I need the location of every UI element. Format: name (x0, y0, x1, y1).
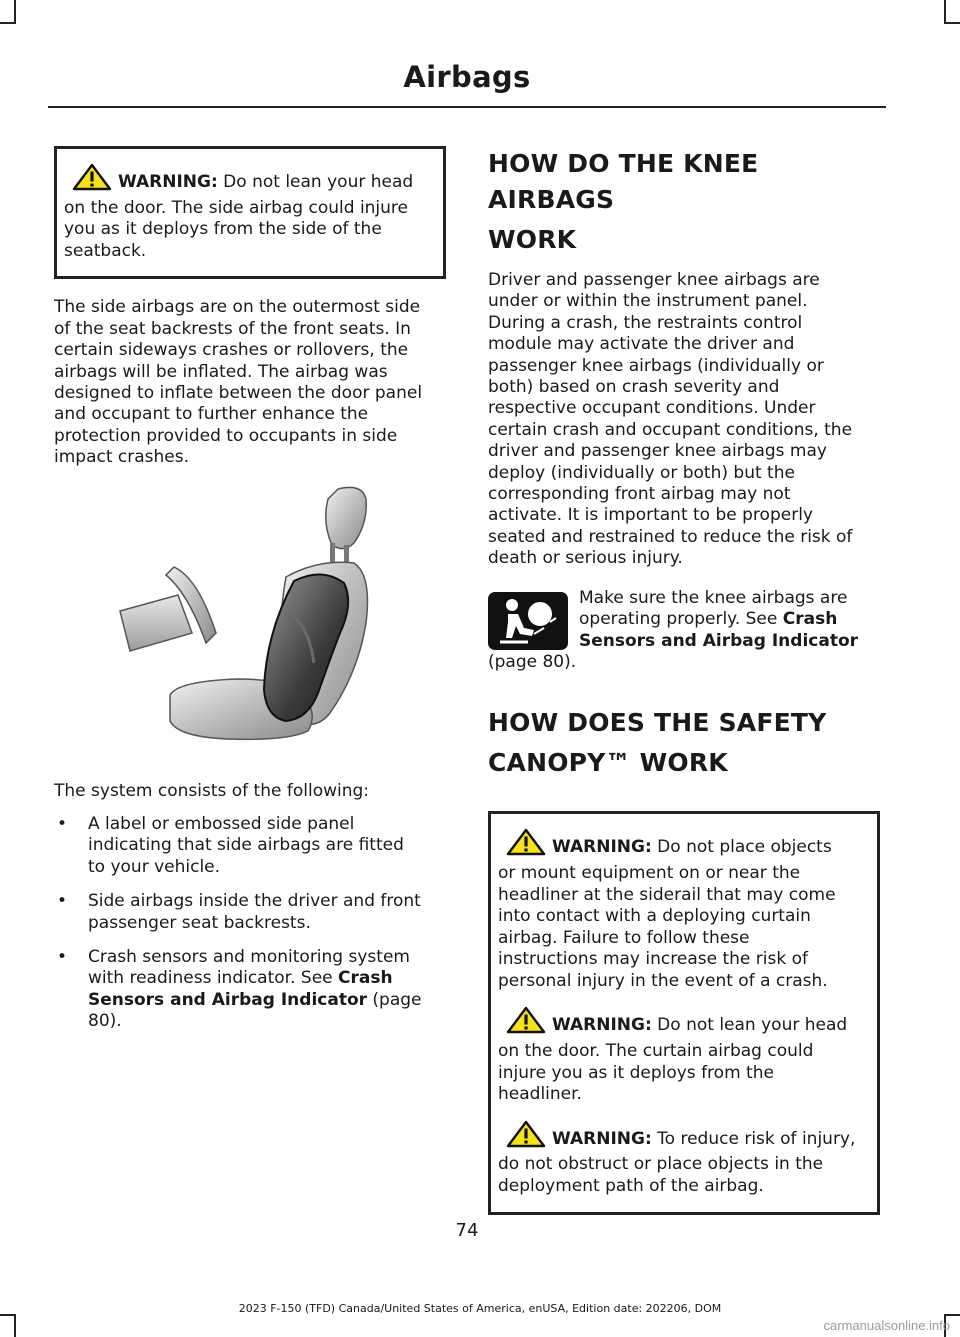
header-rule (48, 106, 886, 108)
warning-triangle-icon (72, 163, 112, 198)
warning-label: WARNING: (552, 1015, 652, 1036)
warning-label: WARNING: (552, 1128, 652, 1149)
crash-sensors-link[interactable]: Sensors and Airbag Indicator (88, 989, 368, 1010)
crop-mark (0, 22, 16, 24)
watermark: carmanualsonline.info (823, 1318, 950, 1333)
airbag-warning-icon (488, 592, 568, 650)
page-title: Airbags (403, 60, 531, 94)
crop-mark (944, 0, 946, 24)
bullet-glyph: • (57, 814, 68, 835)
list-item: • Side airbags inside the driver and front passenger seat backrests. (57, 891, 421, 933)
warning-text: seatback. (64, 240, 147, 261)
crop-mark (14, 1314, 16, 1337)
warning-text: Do not lean your head (217, 172, 414, 192)
crop-mark (14, 0, 16, 24)
crash-sensors-link[interactable]: Sensors and Airbag Indicator (579, 630, 859, 651)
right-column (488, 146, 880, 1215)
warning-triangle-icon (506, 1120, 546, 1155)
crash-sensors-link[interactable]: Crash (782, 609, 838, 630)
warning-label: WARNING: (118, 172, 218, 192)
warning-text: on the door. The side airbag could injure (64, 197, 409, 218)
left-column (54, 146, 446, 1046)
warning-text: you as it deploys from the side of the (64, 219, 382, 240)
list-item: • Crash sensors and monitoring system with readiness indicator. See Crash Sensors and Airbag Indicator (page 80). (57, 947, 422, 1032)
footer-edition-info: 2023 F-150 (TFD) Canada/United States of America, enUSA, Edition date: 202206, DOM (238, 1302, 722, 1315)
warning-triangle-icon (506, 1006, 546, 1041)
page-reference: (page 80). (488, 651, 577, 672)
knee-airbags-paragraph: Driver and passenger knee airbags are under or within the instrument panel. During a crash, the restraints control module may activate the driver and passenger knee airbags (individually or both) based on crash severity and respective occupant conditions. Under certain crash and occupant conditions, the driver and passenger knee airbags may deploy (individually or both) but the corresponding front airbag may not activate. It is important to be properly seated and restrained to reduce the risk of death or serious injury. (488, 270, 853, 569)
knee-airbags-heading: HOW DO THE KNEE AIRBAGS WORK (488, 149, 759, 254)
warning-box-safety-canopy: WARNING: Do not place objects or mount equipment on or near the headliner at the siderail that may come into contact with a deploying curtain airbag. Failure to follow these instructions may increase the risk of personal injury in the event of a crash. WARNING: Do not lean your head on the door. The curtain airbag could injure you as it deploys from the headliner. WARNING: To reduce risk of injury, do not obstruct or place objects in the deployment path of the airbag. (488, 811, 880, 1214)
crash-sensors-link[interactable]: Crash (338, 968, 393, 989)
warning-label: WARNING: (552, 837, 652, 858)
seat-side-airbag-illustration (118, 483, 418, 743)
safety-canopy-heading: HOW DOES THE SAFETY CANOPY™ WORK (488, 708, 827, 778)
bullet-glyph: • (57, 891, 68, 912)
system-components-list (54, 814, 446, 1033)
airbag-indicator-note: Make sure the knee airbags are operating properly. See Crash Sensors and Airbag Indicator (488, 588, 880, 652)
warning-triangle-icon (506, 828, 546, 863)
list-item: • A label or embossed side panel indicating that side airbags are fitted to your vehicle. (57, 814, 404, 877)
system-intro: The system consists of the following: (54, 780, 370, 801)
side-airbag-paragraph: The side airbags are on the outermost side of the seat backrests of the front seats. In certain sideways crashes or rollovers, the airbags will be inflated. The airbag was designed to inflate between the door panel and occupant to further enhance the protection provided to occupants in side impact crashes. (54, 297, 423, 468)
page-number: 74 (455, 1220, 479, 1241)
crop-mark (944, 22, 960, 24)
bullet-glyph: • (57, 947, 68, 968)
warning-box-side-airbag (54, 146, 446, 279)
